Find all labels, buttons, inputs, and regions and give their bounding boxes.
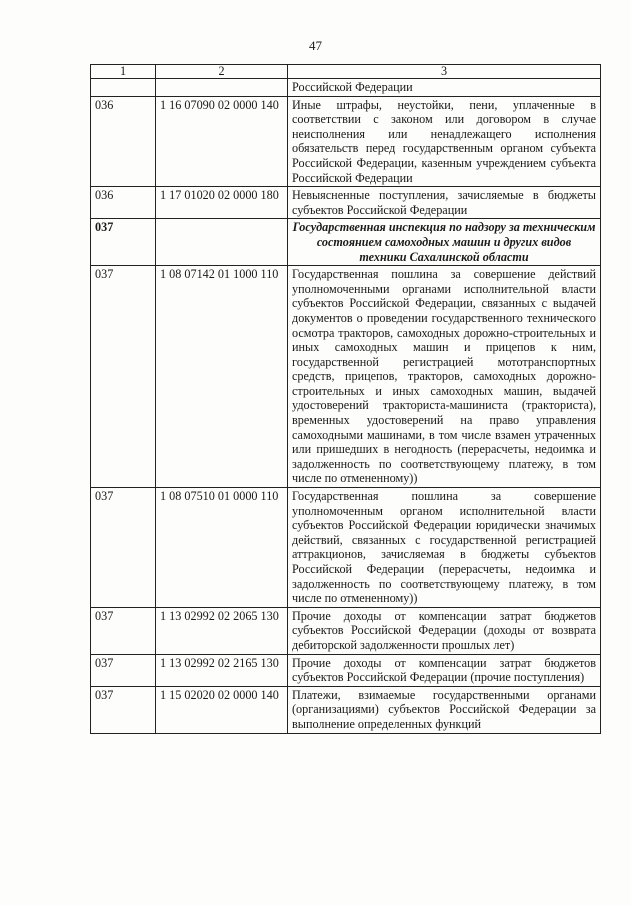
continuation-row [91, 79, 601, 97]
table-header-row [91, 65, 601, 79]
description-cell: Иные штрафы, неустойки, пени, уплаченные в соответствии с законом или договором в случае неисполнения или ненадлежащего исполнения обязательств перед государственным органом субъекта Российской Федерации, казенным учреждением субъекта Российской Федерации [288, 96, 601, 187]
admin-code-cell: 037 [91, 607, 156, 654]
admin-code-cell: 036 [91, 187, 156, 219]
admin-code-cell: 037 [91, 219, 156, 266]
budget-revenue-table [90, 64, 601, 734]
budget-code-cell: 1 13 02992 02 2165 130 [156, 654, 288, 686]
header-col-2: 2 [156, 65, 288, 79]
table-row [91, 187, 601, 219]
table-row [91, 488, 601, 608]
admin-code-cell: 037 [91, 654, 156, 686]
table-row [91, 607, 601, 654]
budget-code-cell: 1 08 07142 01 1000 110 [156, 266, 288, 488]
header-col-3: 3 [288, 65, 601, 79]
admin-code-cell: 036 [91, 96, 156, 187]
header-col-1: 1 [91, 65, 156, 79]
page-number: 47 [309, 38, 322, 53]
admin-code-cell: 037 [91, 686, 156, 733]
description-cell: Невыясненные поступления, зачисляемые в бюджеты субъектов Российской Федерации [288, 187, 601, 219]
table-row [91, 96, 601, 187]
description-cell: Российской Федерации [288, 79, 601, 97]
admin-code-cell: 037 [91, 266, 156, 488]
admin-code-cell: 037 [91, 488, 156, 608]
budget-code-cell: 1 16 07090 02 0000 140 [156, 96, 288, 187]
budget-code-cell: 1 15 02020 02 0000 140 [156, 686, 288, 733]
admin-code-cell [91, 79, 156, 97]
table-row [91, 654, 601, 686]
budget-code-cell [156, 79, 288, 97]
table-row [91, 686, 601, 733]
budget-code-cell: 1 08 07510 01 0000 110 [156, 488, 288, 608]
table-row [91, 266, 601, 488]
description-cell: Государственная пошлина за совершение действий уполномоченными органами исполнительной власти субъектов Российской Федерации, связанных с выдачей документов о проведении государственного технического осмотра тракторов, самоходных дорожно-строительных и иных самоходных машин и прицепов к ним, государственной регистрацией мототранспортных средств, прицепов, тракторов, самоходных дорожно-строительных и иных самоходных машин, выдачей удостоверений тракториста-машиниста (тракториста), временных удостоверений на право управления самоходными машинами, в том числе взамен утраченных или пришедших в негодность (перерасчеты, недоимка и задолженность по соответствующему платежу, в том числе по отмененному)) [288, 266, 601, 488]
section-header-row [91, 219, 601, 266]
description-cell: Прочие доходы от компенсации затрат бюджетов субъектов Российской Федерации (доходы от возврата дебиторской задолженности прошлых лет) [288, 607, 601, 654]
description-cell: Прочие доходы от компенсации затрат бюджетов субъектов Российской Федерации (прочие поступления) [288, 654, 601, 686]
section-title-cell: Государственная инспекция по надзору за техническим состоянием самоходных машин и других видов техники Сахалинской области [288, 219, 601, 266]
description-cell: Платежи, взимаемые государственными органами (организациями) субъектов Российской Федерации за выполнение определенных функций [288, 686, 601, 733]
budget-code-cell: 1 17 01020 02 0000 180 [156, 187, 288, 219]
budget-code-cell [156, 219, 288, 266]
description-cell: Государственная пошлина за совершение уполномоченным органом исполнительной власти субъектов Российской Федерации юридически значимых действий, связанных с государственной регистрацией аттракционов, зачисляемая в бюджеты субъектов Российской Федерации (перерасчеты, недоимка и задолженность по соответствующему платежу, в том числе по отмененному)) [288, 488, 601, 608]
budget-code-cell: 1 13 02992 02 2065 130 [156, 607, 288, 654]
